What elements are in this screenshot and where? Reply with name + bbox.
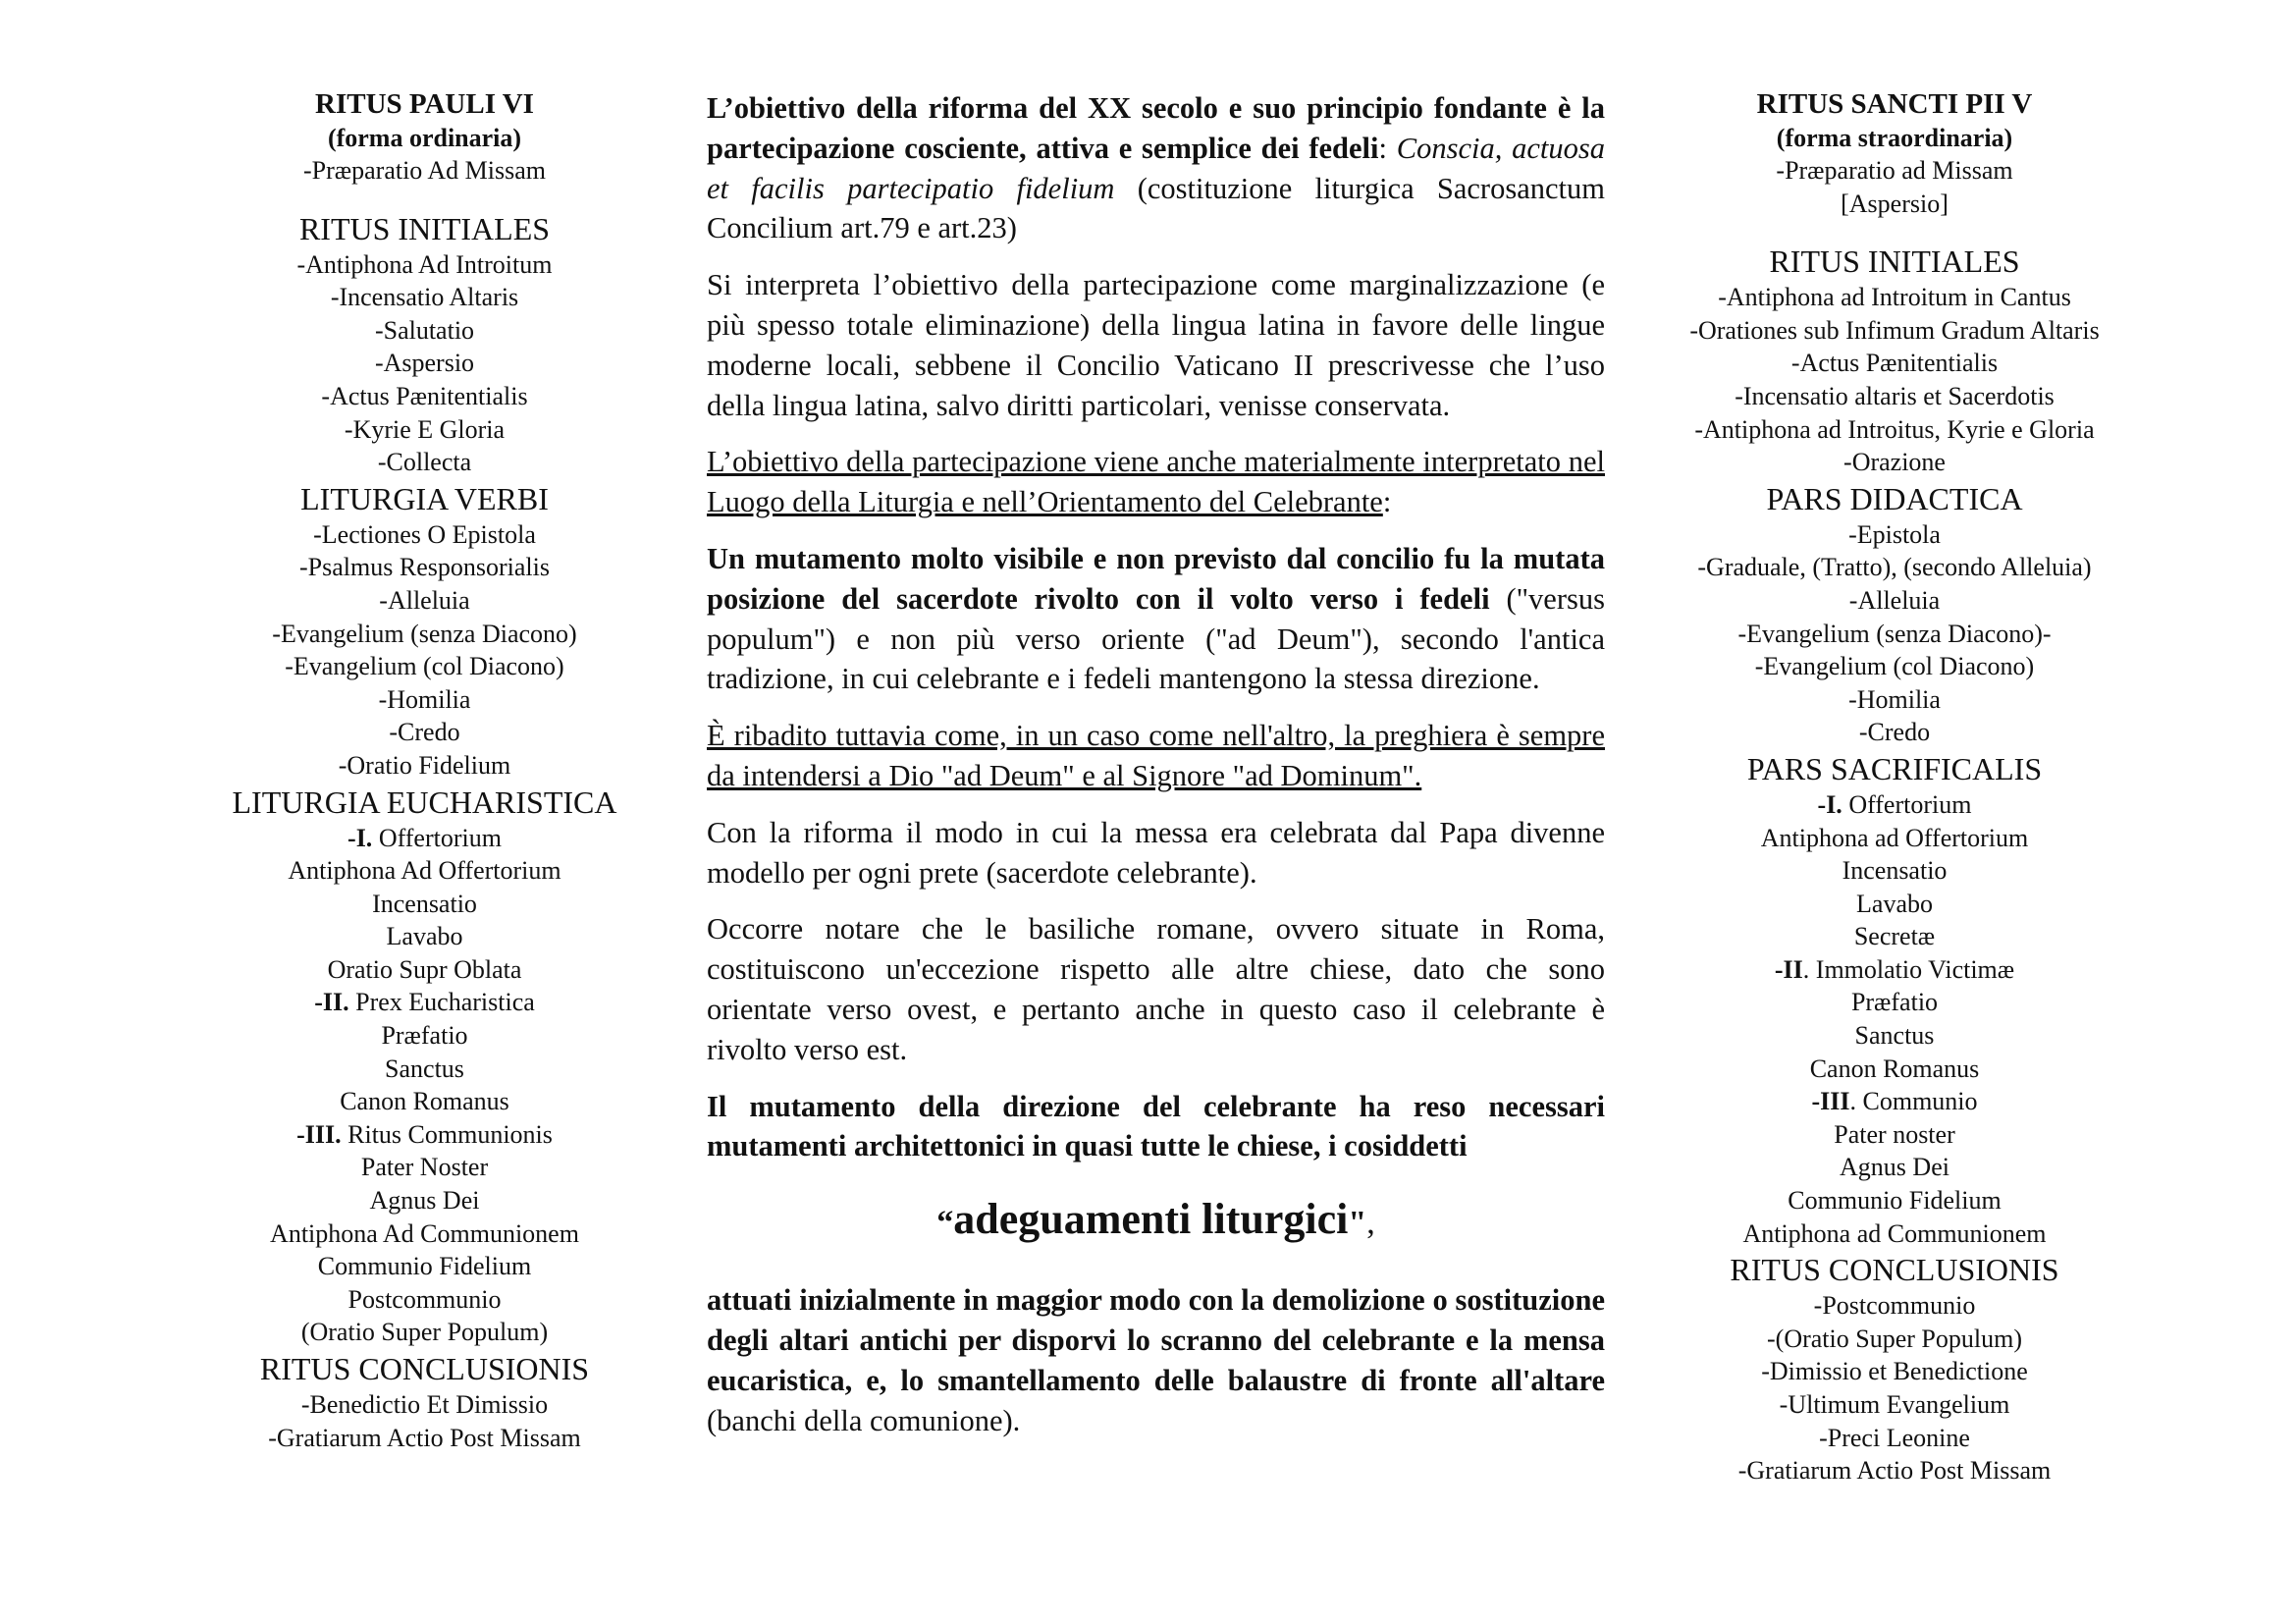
list-item: -Antiphona ad Introitum in Cantus — [1718, 283, 2071, 312]
list-item: -Salutatio — [374, 315, 475, 345]
right-prep: -Præparatio ad Missam — [1776, 156, 2013, 185]
list-item: Antiphona Ad Communionem — [270, 1218, 579, 1248]
right-column-ritus-pii — [1625, 86, 2164, 1487]
list-item: Antiphona ad Offertorium — [1760, 823, 2029, 852]
right-part-1-list — [1625, 822, 2164, 953]
list-item: Agnus Dei — [1840, 1153, 1949, 1182]
list-item: Pater Noster — [360, 1153, 489, 1182]
paragraph-9 — [707, 1280, 1605, 1440]
right-part-2 — [1625, 953, 2164, 987]
list-item: -Kyrie E Gloria — [344, 414, 506, 444]
list-item: -Evangelium (senza Diacono) — [272, 619, 577, 648]
right-initiales-list — [1625, 281, 2164, 479]
right-part-2-label: . Immolatio Victimæ — [1802, 954, 2015, 984]
heading-text: adeguamenti liturgici — [953, 1195, 1349, 1244]
list-item: -Ultimum Evangelium — [1779, 1390, 2010, 1419]
right-section-initiales: RITUS INITIALES — [1769, 243, 2020, 280]
list-item: -Postcommunio — [1813, 1291, 1976, 1321]
list-item: -(Oratio Super Populum) — [1767, 1324, 2022, 1353]
left-column-ritus-pauli — [167, 86, 682, 1454]
list-item: -Evangelium (col Diacono) — [1754, 652, 2035, 681]
list-item: Communio Fidelium — [317, 1252, 532, 1281]
list-item: -Orazione — [1843, 448, 1946, 477]
right-section-didactica: PARS DIDACTICA — [1766, 480, 2023, 516]
list-item: -Orationes sub Infimum Gradum Altaris — [1689, 315, 2100, 345]
list-item: -Benedictio Et Dimissio — [300, 1390, 549, 1419]
left-part-3-num: -III. — [296, 1119, 342, 1149]
list-item: -Actus Pænitentialis — [1790, 349, 1999, 378]
list-item: -Dimissio et Benedictione — [1761, 1357, 2028, 1386]
paragraph-1-bold: L’obiettivo della riforma del XX secolo e suo principio fondante è la partecipazione cosciente, attiva e semplice dei fedeli — [707, 91, 1605, 165]
left-part-1-label: Offertorium — [372, 823, 502, 852]
right-part-2-num: -II — [1774, 954, 1803, 984]
list-item: Pater noster — [1834, 1119, 1955, 1149]
list-item: -Gratiarum Actio Post Missam — [268, 1423, 581, 1452]
left-part-1-list — [167, 854, 682, 986]
right-part-3-label: . Communio — [1849, 1087, 1978, 1116]
left-part-2-list — [167, 1019, 682, 1118]
left-part-3 — [167, 1118, 682, 1152]
list-item: -Psalmus Responsorialis — [299, 553, 550, 582]
list-item: Præfatio — [381, 1021, 468, 1051]
list-item: Postcommunio — [347, 1284, 502, 1314]
list-item: -Alleluia — [379, 585, 470, 615]
left-section-initiales: RITUS INITIALES — [298, 210, 551, 246]
right-didactica-list — [1625, 518, 2164, 749]
paragraph-9-rest: (banchi della comunione). — [707, 1403, 1021, 1437]
list-item: -Homilia — [1848, 684, 1941, 714]
right-section-conclusionis: RITUS CONCLUSIONIS — [1730, 1252, 2059, 1288]
heading-comma: , — [1366, 1205, 1375, 1242]
list-item: -Homilia — [378, 684, 471, 714]
left-part-3-label: Ritus Communionis — [341, 1119, 553, 1149]
left-part-3-list — [167, 1151, 682, 1349]
right-section-sacrificalis: PARS SACRIFICALIS — [1746, 750, 2043, 786]
right-conclusionis-list — [1625, 1289, 2164, 1487]
center-column-text — [707, 88, 1605, 1457]
paragraph-3-underlined: L’obiettivo della partecipazione viene anche materialmente interpretato nel Luogo della Liturgia e nell’Orientamento del Celebrante — [707, 445, 1605, 519]
list-item: -Gratiarum Actio Post Missam — [1737, 1456, 2052, 1486]
right-part-1-label: Offertorium — [1842, 789, 1972, 819]
list-item: Sanctus — [1854, 1021, 1935, 1051]
left-part-2-label: Prex Eucharistica — [348, 988, 535, 1017]
heading-close-quote: " — [1348, 1205, 1367, 1242]
paragraph-5: È ribadito tuttavia come, in un caso come nell'altro, la preghiera è sempre da intendersi a Dio "ad Deum" e al Signore "ad Dominum". — [707, 719, 1605, 792]
right-part-2-list — [1625, 986, 2164, 1085]
list-item: -Credo — [1858, 718, 1931, 747]
list-item: Incensatio — [372, 889, 477, 918]
list-item: Oratio Supr Oblata — [327, 954, 522, 984]
left-title: RITUS PAULI VI — [315, 88, 534, 120]
paragraph-1-colon: : — [1378, 131, 1397, 165]
right-part-1-num: -I. — [1817, 789, 1842, 819]
list-item: Secretæ — [1853, 922, 1936, 951]
list-item: Antiphona ad Communionem — [1742, 1218, 2047, 1248]
list-item: Lavabo — [386, 922, 463, 951]
right-aspersio: [Aspersio] — [1841, 189, 1949, 218]
left-subtitle: (forma ordinaria) — [327, 124, 522, 152]
list-item: -Evangelium (senza Diacono)- — [1737, 619, 2052, 648]
paragraph-9-bold: attuati inizialmente in maggior modo con la demolizione o sostituzione degli altari antichi per disporvi lo scranno del celebrante e la mensa eucaristica, e, lo smantellamento delle balaustre di fronte all'altare — [707, 1283, 1605, 1397]
left-part-1-num: -I. — [347, 823, 373, 852]
paragraph-7: Occorre notare che le basiliche romane, ovvero situate in Roma, costituiscono un'eccezione rispetto alle altre chiese, dato che sono orientate verso ovest, e pertanto anche in questo caso il celebrante è rivolto verso est. — [707, 912, 1605, 1066]
list-item: (Oratio Super Populum) — [300, 1318, 549, 1347]
left-part-2 — [167, 986, 682, 1019]
list-item: -Collecta — [377, 448, 472, 477]
list-item: -Actus Pænitentialis — [321, 381, 528, 410]
list-item: -Graduale, (Tratto), (secondo Alleluia) — [1697, 553, 2092, 582]
list-item: Agnus Dei — [369, 1186, 480, 1216]
paragraph-2: Si interpreta l’obiettivo della partecipazione come marginalizzazione (e più spesso totale eliminazione) della lingua latina in favore delle lingue moderne locali, sebbene il Concilio Vaticano II prescrivesse che l’uso della lingua latina, salvo diritti particolari, venisse conservata. — [707, 268, 1605, 422]
list-item: -Epistola — [1848, 519, 1941, 549]
right-part-3-num: -III — [1811, 1087, 1850, 1116]
right-title: RITUS SANCTI PII V — [1756, 88, 2033, 120]
left-section-eucharistica: LITURGIA EUCHARISTICA — [232, 784, 617, 820]
left-part-2-num: -II. — [314, 988, 349, 1017]
list-item: -Antiphona Ad Introitum — [296, 249, 553, 279]
list-item: -Oratio Fidelium — [338, 750, 511, 780]
list-item: -Alleluia — [1848, 585, 1941, 615]
right-part-3-list — [1625, 1118, 2164, 1250]
paragraph-3 — [707, 442, 1605, 522]
paragraph-6: Con la riforma il modo in cui la messa era celebrata dal Papa divenne modello per ogni prete (sacerdote celebrante). — [707, 815, 1605, 890]
list-item: -Lectiones O Epistola — [313, 519, 536, 549]
right-part-3 — [1625, 1085, 2164, 1118]
paragraph-4 — [707, 539, 1605, 699]
paragraph-1-latin-quote: Conscia, actuosa et facilis partecipatio fidelium — [707, 131, 1605, 205]
paragraph-4-bold: Un mutamento molto visibile e non previsto dal concilio fu la mutata posizione del sacerdote rivolto con il volto verso i fedeli — [707, 541, 1605, 616]
right-part-1 — [1625, 788, 2164, 822]
paragraph-3-tail: : — [1382, 485, 1392, 519]
left-verbi-list — [167, 518, 682, 783]
list-item: -Preci Leonine — [1819, 1423, 1970, 1452]
list-item: -Aspersio — [374, 349, 475, 378]
list-item: Præfatio — [1850, 988, 1939, 1017]
list-item: Lavabo — [1856, 889, 1933, 918]
paragraph-1 — [707, 88, 1605, 248]
left-part-1 — [167, 822, 682, 855]
list-item: -Evangelium (col Diacono) — [285, 652, 564, 681]
left-conclusionis-list — [167, 1388, 682, 1454]
list-item: -Incensatio Altaris — [330, 283, 519, 312]
list-item: Antiphona Ad Offertorium — [288, 856, 561, 886]
adeguamenti-heading — [707, 1192, 1605, 1251]
heading-open-quote: “ — [936, 1205, 954, 1242]
left-section-conclusionis: RITUS CONCLUSIONIS — [259, 1351, 590, 1386]
paragraph-1-citation: (costituzione liturgica Sacrosanctum Concilium art.79 e art.23) — [707, 171, 1605, 245]
left-initiales-list — [167, 248, 682, 479]
right-subtitle: (forma straordinaria) — [1776, 124, 2013, 152]
list-item: -Credo — [389, 718, 460, 747]
list-item: Incensatio — [1842, 856, 1948, 886]
paragraph-4-rest: ("versus populum") e non più verso oriente ("ad Deum"), secondo l'antica tradizione, in cui celebrante e i fedeli mantengono la stessa direzione. — [707, 581, 1605, 696]
list-item: -Antiphona ad Introitus, Kyrie e Gloria — [1694, 414, 2095, 444]
list-item: -Incensatio altaris et Sacerdotis — [1735, 381, 2055, 410]
list-item: Canon Romanus — [340, 1087, 509, 1116]
list-item: Canon Romanus — [1809, 1054, 1980, 1083]
list-item: Communio Fidelium — [1788, 1186, 2002, 1216]
left-prep: -Præparatio Ad Missam — [303, 156, 546, 185]
left-section-verbi: LITURGIA VERBI — [300, 480, 549, 516]
paragraph-8: Il mutamento della direzione del celebrante ha reso necessari mutamenti architettonici in quasi tutte le chiese, i cosiddetti — [707, 1089, 1605, 1163]
list-item: Sanctus — [385, 1054, 464, 1083]
